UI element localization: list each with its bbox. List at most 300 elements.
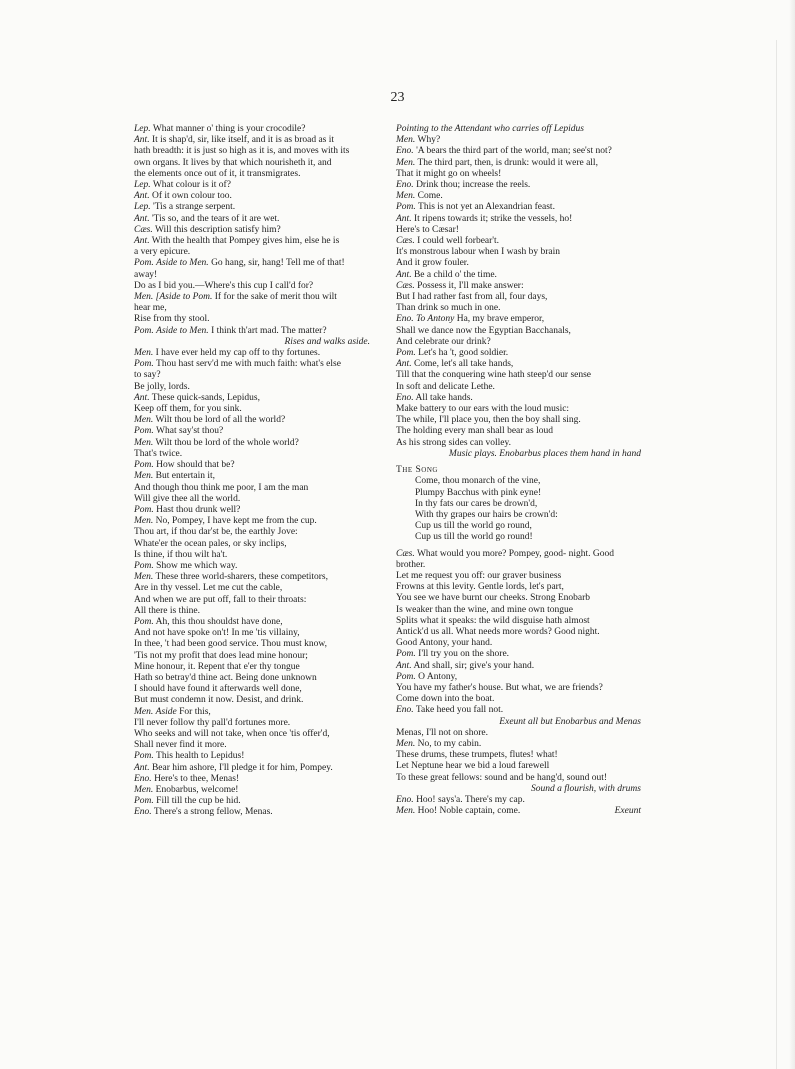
inline-direction: Pointing to the Attendant who carries off Lepidus <box>396 124 584 134</box>
inline-direction: Aside to Men. <box>156 325 209 336</box>
line-text: Frowns at this levity. Gentle lords, let's part, <box>396 582 564 593</box>
line-text: Mine honour, it. Repent that e'er thy tongue <box>134 661 300 672</box>
line-text: Possess it, I'll make answer: <box>417 280 524 291</box>
text-line <box>396 370 641 381</box>
text-line <box>134 191 370 202</box>
text-line <box>134 628 370 639</box>
speaker: Eno. <box>396 314 414 325</box>
line-text: That's twice. <box>134 448 183 459</box>
text-line <box>134 774 370 785</box>
text-line <box>134 684 370 695</box>
text-line <box>134 281 370 292</box>
text-line <box>396 135 641 146</box>
speaker: Men. <box>396 157 416 168</box>
song-line: With thy grapes our hairs be crown'd: <box>415 509 558 520</box>
text-line <box>396 292 641 303</box>
speaker: Pom. <box>134 359 154 370</box>
text-line <box>134 595 370 606</box>
inline-direction: [Aside to Pom. <box>155 292 213 303</box>
stage-direction: Music plays. Enobarbus places them hand in hand <box>448 448 641 459</box>
line-text: Who seeks and will not take, when once 'tis offer'd, <box>134 728 330 739</box>
stage-direction: Sound a flourish, with drums <box>530 783 641 794</box>
line-text: Do as I bid you.—Where's this cup I call'd for? <box>134 280 314 291</box>
right-column-part-1 <box>396 124 641 460</box>
song <box>396 476 641 543</box>
line-text: 'A bears the third part of the world, man; see'st not? <box>416 146 612 157</box>
line-text: All take hands. <box>415 392 473 403</box>
text-line <box>396 270 641 281</box>
text-line <box>396 348 641 359</box>
text-line <box>396 582 641 593</box>
speaker: Men. <box>134 437 154 448</box>
text-line <box>396 382 641 393</box>
text-line <box>396 158 641 169</box>
speaker: Lep. <box>134 180 151 191</box>
speaker: Ant. <box>134 236 150 247</box>
text-line <box>134 583 370 594</box>
line-text: 'Tis a strange serpent. <box>153 202 236 213</box>
speaker: Pom. <box>134 426 154 437</box>
text-line <box>134 180 370 191</box>
text-line <box>134 651 370 662</box>
text-line <box>134 539 370 550</box>
song-line: In thy fats our cares be drown'd, <box>415 498 538 509</box>
song-line: Come, thou monarch of the vine, <box>415 476 541 487</box>
line-text: What colour is it of? <box>152 180 231 191</box>
text-line <box>396 761 641 772</box>
line-text: Why? <box>417 135 441 146</box>
text-line <box>134 662 370 673</box>
speaker: Men. <box>396 191 416 202</box>
speaker: Ant. <box>396 660 412 671</box>
text-line <box>134 695 370 706</box>
line-text: But entertain it, <box>155 471 216 482</box>
text-line <box>134 370 370 381</box>
line-text: a very epicure. <box>134 247 191 258</box>
text-line <box>134 718 370 729</box>
text-line <box>134 561 370 572</box>
text-line <box>134 729 370 740</box>
line-text: No, to my cabin. <box>417 738 482 749</box>
text-line <box>396 739 641 750</box>
text-line <box>396 169 641 180</box>
text-line <box>134 460 370 471</box>
speaker: Eno. <box>396 705 414 716</box>
text-line <box>134 505 370 516</box>
line-text: Make battery to our ears with the loud music: <box>396 404 570 415</box>
speaker: Pom. <box>396 649 416 660</box>
text-line <box>134 807 370 818</box>
speaker: Eno. <box>134 807 152 818</box>
line-text: Wilt thou be lord of the whole world? <box>155 437 299 448</box>
text-line <box>134 426 370 437</box>
text-line <box>396 404 641 415</box>
line-text: Ah, this thou shouldst have done, <box>155 616 283 627</box>
right-column-part-2 <box>396 549 641 818</box>
line-text: All there is thine. <box>134 605 200 616</box>
text-line <box>134 740 370 751</box>
speaker: Men. <box>134 348 154 359</box>
text-line <box>134 303 370 314</box>
text-line <box>134 449 370 460</box>
line-text: Go hang, sir, hang! Tell me of that! <box>211 258 345 269</box>
text-line <box>134 550 370 561</box>
speaker: Eno. <box>396 146 414 157</box>
line-text: Here's to Cæsar! <box>396 224 459 235</box>
text-line <box>396 649 641 660</box>
text-line <box>396 258 641 269</box>
line-text: It's monstrous labour when I wash by brain <box>396 247 560 258</box>
speaker: Pom. <box>134 560 154 571</box>
line-text: These drums, these trumpets, flutes! what! <box>396 750 558 761</box>
line-text: Is thine, if thou wilt ha't. <box>134 549 228 560</box>
text-line <box>134 326 370 337</box>
line-text: Antick'd us all. What needs more words? Good night. <box>396 626 600 637</box>
line-text: Ha, my brave emperor, <box>456 314 545 325</box>
text-line <box>134 236 370 247</box>
speaker: Ant. <box>396 269 412 280</box>
speaker: Pom. <box>134 796 154 807</box>
line-text: Let's ha 't, good soldier. <box>418 348 509 359</box>
line-text: But I had rather fast from all, four days, <box>396 292 548 303</box>
text-line <box>134 359 370 370</box>
line-text: Of it own colour too. <box>151 191 232 202</box>
line-text: It ripens towards it; strike the vessels, ho! <box>413 213 573 224</box>
line-text: Thou art, if thou dar'st be, the earthly Jove: <box>134 527 298 538</box>
speaker: Men. <box>396 738 416 749</box>
speaker: Men. <box>134 415 154 426</box>
speaker: Cæs. <box>396 236 415 247</box>
line-text: Will this description satisfy him? <box>154 224 281 235</box>
left-column <box>134 124 370 819</box>
line-text: Hoo! Noble captain, come. <box>417 806 521 817</box>
line-text: Be a child o' the time. <box>413 269 497 280</box>
speaker: Men. <box>396 135 416 146</box>
text-line <box>134 796 370 807</box>
speaker: Cæs. <box>134 224 153 235</box>
line-text: I'll try you on the shore. <box>418 649 510 660</box>
line-text: These quick-sands, Lepidus, <box>151 392 260 403</box>
line-text: the elements once out of it, it transmigrates. <box>134 168 301 179</box>
line-text: Come down into the boat. <box>396 694 495 705</box>
line-text: It is shap'd, sir, like itself, and it is as broad as it <box>151 135 335 146</box>
line-text: And shall, sir; give's your hand. <box>413 660 535 671</box>
speaker: Men. <box>134 471 154 482</box>
line-text: O Antony, <box>418 671 458 682</box>
speaker: Pom. <box>396 348 416 359</box>
line-text: For this, <box>179 706 211 717</box>
line-text: Menas, I'll not on shore. <box>396 727 488 738</box>
speaker: Eno. <box>134 773 152 784</box>
stage-direction: Rises and walks aside. <box>284 336 370 347</box>
line-text: I think th'art mad. The matter? <box>211 325 327 336</box>
inline-direction: Aside <box>155 706 177 717</box>
text-line <box>134 247 370 258</box>
text-line <box>134 785 370 796</box>
line-text: 'Tis not my profit that does lead mine honour; <box>134 650 308 661</box>
text-line <box>396 247 641 258</box>
line-text: What would you more? Pompey, good- night. Good <box>416 548 614 559</box>
speaker: Pom. <box>134 616 154 627</box>
line-text: Bear him ashore, I'll pledge it for him, Pompey. <box>151 762 333 773</box>
text-line <box>134 763 370 774</box>
text-line <box>134 124 370 135</box>
text-line <box>396 593 641 604</box>
line-text: With the health that Pompey gives him, else he is <box>151 236 340 247</box>
line-text: own organs. It lives by that which nourisheth it, and <box>134 157 332 168</box>
text-line <box>134 314 370 325</box>
line-text: What say'st thou? <box>156 426 224 437</box>
text-line <box>134 169 370 180</box>
text-line <box>396 549 641 560</box>
line-text: Whate'er the ocean pales, or sky inclips, <box>134 538 287 549</box>
text-line <box>396 359 641 370</box>
line-text: Enobarbus, welcome! <box>155 784 239 795</box>
inline-direction: Aside to Men. <box>156 258 209 269</box>
line-text: That it might go on wheels! <box>396 168 502 179</box>
text-line <box>134 404 370 415</box>
speaker: Men. <box>134 706 154 717</box>
text-line <box>396 750 641 761</box>
text-line <box>396 638 641 649</box>
line-text: Splits what it speaks: the wild disguise hath almost <box>396 615 590 626</box>
line-text: Here's to thee, Menas! <box>154 773 240 784</box>
speaker: Lep. <box>134 202 151 213</box>
text-line <box>396 124 641 135</box>
speaker: Pom. <box>134 258 154 269</box>
line-text: In soft and delicate Lethe. <box>396 381 495 392</box>
line-text: hath breadth: it is just so high as it is, and moves with its <box>134 146 350 157</box>
speaker: Cæs. <box>396 548 415 559</box>
line-text: Take heed you fall not. <box>415 705 504 716</box>
paper-crease <box>776 40 777 1069</box>
song-line: Cup us till the world go round! <box>415 532 533 543</box>
text-line <box>134 483 370 494</box>
line-text: And celebrate our drink? <box>396 336 491 347</box>
line-text: to say? <box>134 370 161 381</box>
line-text: Good Antony, your hand. <box>396 638 493 649</box>
line-text: Hoo! says'a. There's my cap. <box>416 794 525 805</box>
line-text: away! <box>134 269 158 280</box>
text-line <box>134 617 370 628</box>
song-line: Plumpy Bacchus with pink eyne! <box>415 487 542 498</box>
text-line <box>396 326 641 337</box>
text-line <box>134 494 370 505</box>
line-text: Rise from thy stool. <box>134 314 210 325</box>
line-text: Come, let's all take hands, <box>413 359 514 370</box>
line-text: This is not yet an Alexandrian feast. <box>418 202 555 213</box>
right-column <box>396 124 641 817</box>
text-line <box>134 606 370 617</box>
line-text: Is weaker than the wine, and mine own tongue <box>396 604 574 615</box>
line-text: Hath so betray'd thine act. Being done unknown <box>134 672 317 683</box>
line-text: The holding every man shall bear as loud <box>396 426 553 437</box>
line-text: I have ever held my cap off to thy fortunes. <box>155 348 321 359</box>
text-line <box>134 471 370 482</box>
speaker: Lep. <box>134 124 151 134</box>
speaker: Men. <box>134 572 154 583</box>
page-number: 23 <box>390 90 405 105</box>
text-line <box>134 202 370 213</box>
speaker: Pom. <box>396 202 416 213</box>
line-text: Be jolly, lords. <box>134 381 190 392</box>
line-text: There's a strong fellow, Menas. <box>153 807 273 818</box>
text-line <box>396 705 641 716</box>
text-line <box>396 180 641 191</box>
text-line <box>396 728 641 739</box>
text-line <box>134 572 370 583</box>
line-text: Fill till the cup be hid. <box>156 796 241 807</box>
text-line <box>396 337 641 348</box>
text-line <box>396 415 641 426</box>
line-text: Are in thy vessel. Let me cut the cable, <box>134 583 283 594</box>
text-line <box>396 281 641 292</box>
line-text: The while, I'll place you, then the boy shall sing. <box>396 415 581 426</box>
text-line <box>134 527 370 538</box>
text-line <box>396 202 641 213</box>
line-text: As his strong sides can volley. <box>396 437 511 448</box>
line-text: I could well forbear't. <box>417 236 500 247</box>
speaker: Men. <box>396 806 416 817</box>
text-line <box>396 694 641 705</box>
page-edge-shadow <box>789 0 795 1069</box>
text-line <box>134 225 370 236</box>
text-line <box>396 314 641 325</box>
text-line <box>396 438 641 449</box>
text-line <box>396 191 641 202</box>
text-line <box>396 661 641 672</box>
text-line <box>134 751 370 762</box>
line-text: Drink thou; increase the reels. <box>416 180 531 191</box>
line-text: Keep off them, for you sink. <box>134 404 242 415</box>
text-line <box>134 639 370 650</box>
line-text: Thou hast serv'd me with much faith: what's else <box>156 359 341 370</box>
text-line <box>134 415 370 426</box>
line-text: How should that be? <box>156 460 235 471</box>
line-text: You have my father's house. But what, we are friends? <box>396 682 603 693</box>
line-text: Show me which way. <box>156 560 238 571</box>
song-line: Cup us till the world go round, <box>415 521 532 532</box>
text-line <box>134 214 370 225</box>
line-text: Let me request you off: our graver business <box>396 570 562 581</box>
text-line <box>134 292 370 303</box>
text-line <box>134 673 370 684</box>
line-text: 'Tis so, and the tears of it are wet. <box>151 213 280 224</box>
line-text: In thee, 't had been good service. Thou must know, <box>134 639 327 650</box>
line-text: Shall we dance now the Egyptian Bacchanals, <box>396 325 571 336</box>
text-line <box>134 707 370 718</box>
song-title: The Song <box>396 465 438 476</box>
text-line <box>396 773 641 784</box>
line-text: If for the sake of merit thou wilt <box>214 292 337 303</box>
text-line <box>396 616 641 627</box>
speaker: Pom. <box>396 671 416 682</box>
text-line <box>134 135 370 146</box>
line-text: I should have found it afterwards well done, <box>134 684 302 695</box>
text-line <box>134 382 370 393</box>
speaker: Ant. <box>396 213 412 224</box>
line-text: Come. <box>417 191 443 202</box>
line-text: Than drink so much in one. <box>396 303 501 314</box>
text-line <box>134 348 370 359</box>
speaker: Ant. <box>134 213 150 224</box>
text-line <box>396 426 641 437</box>
line-text: These three world-sharers, these competitors, <box>155 572 329 583</box>
text-line <box>396 225 641 236</box>
text-line <box>396 683 641 694</box>
line-text: Shall never find it more. <box>134 740 227 751</box>
text-line <box>396 605 641 616</box>
line-text: Wilt thou be lord of all the world? <box>155 415 286 426</box>
exit-direction: Exeunt <box>614 806 641 817</box>
text-line <box>134 516 370 527</box>
line-text: No, Pompey, I have kept me from the cup. <box>155 516 317 527</box>
speaker: Ant. <box>134 762 150 773</box>
speaker: Ant. <box>134 392 150 403</box>
line-text: Let Neptune hear we bid a loud farewell <box>396 761 550 772</box>
speaker: Pom. <box>134 751 154 762</box>
line-text: brother. <box>396 559 426 570</box>
inline-direction: To Antony <box>416 314 455 325</box>
text-line <box>396 571 641 582</box>
speaker: Eno. <box>396 794 414 805</box>
text-line <box>134 270 370 281</box>
speaker: Men. <box>134 784 154 795</box>
text-line <box>134 438 370 449</box>
speaker: Men. <box>134 516 154 527</box>
line-text: But must condemn it now. Desist, and drink. <box>134 695 304 706</box>
speaker: Cæs. <box>396 280 415 291</box>
text-line <box>134 146 370 157</box>
text-line <box>396 795 641 806</box>
line-text: You see we have burnt our cheeks. Strong Enobarb <box>396 593 591 604</box>
text-line <box>396 236 641 247</box>
speaker: Ant. <box>396 359 412 370</box>
speaker: Pom. <box>134 504 154 515</box>
line-text: Till that the conquering wine hath steep'd our sense <box>396 370 592 381</box>
line-text: The third part, then, is drunk: would it were all, <box>417 157 598 168</box>
speaker: Eno. <box>396 392 414 403</box>
text-line <box>396 303 641 314</box>
line-text: And it grow fouler. <box>396 258 469 269</box>
text-line <box>396 393 641 404</box>
text-line <box>396 214 641 225</box>
text-line <box>396 560 641 571</box>
speaker: Pom. <box>134 460 154 471</box>
line-text: Hast thou drunk well? <box>156 504 241 515</box>
stage-direction: Exeunt all but Enobarbus and Menas <box>499 716 641 727</box>
line-text: I'll never follow thy pall'd fortunes more. <box>134 717 291 728</box>
text-line <box>396 806 641 817</box>
line-text: And when we are put off, fall to their throats: <box>134 594 307 605</box>
text-line <box>134 258 370 269</box>
text-line <box>134 393 370 404</box>
text-line <box>396 627 641 638</box>
line-text: This health to Lepidus! <box>156 751 245 762</box>
speaker: Eno. <box>396 180 414 191</box>
text-line <box>396 672 641 683</box>
speaker: Ant. <box>134 135 150 146</box>
speaker: Ant. <box>134 191 150 202</box>
text-line <box>134 158 370 169</box>
line-body <box>396 806 520 817</box>
speaker: Men. <box>134 292 154 303</box>
text-line <box>396 146 641 157</box>
line-text: And though thou think me poor, I am the man <box>134 482 309 493</box>
line-text: Will give thee all the world. <box>134 493 241 504</box>
line-text: What manner o' thing is your crocodile? <box>152 124 306 134</box>
line-text: hear me, <box>134 303 167 314</box>
